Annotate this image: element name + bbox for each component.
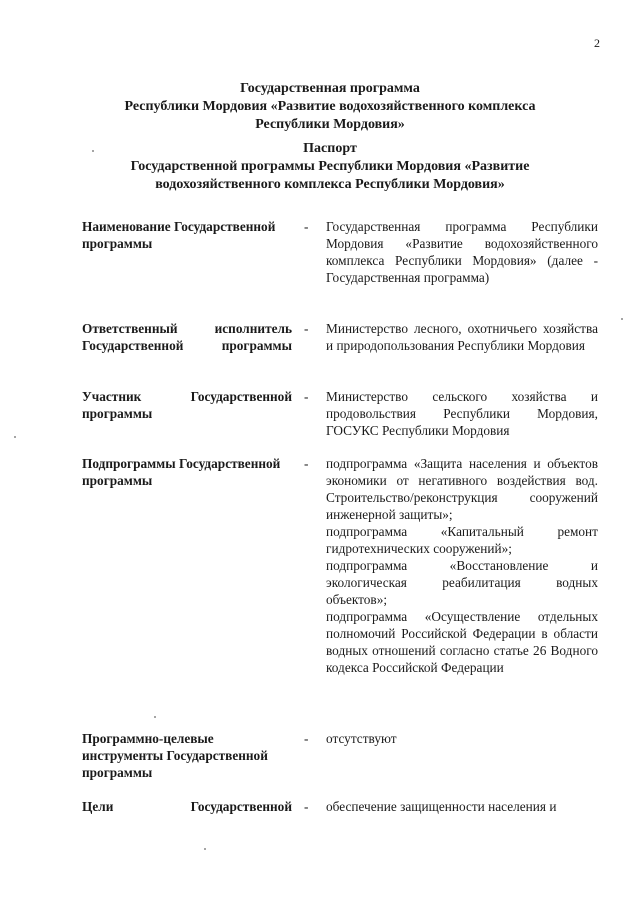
row-dash: - bbox=[304, 219, 309, 234]
row-dash: - bbox=[304, 799, 309, 814]
row-dash: - bbox=[304, 389, 309, 404]
row-value-paragraph: подпрограмма «Защита населения и объектов экономики от негативного воздействия вод. Строительство/реконструкция сооружений инженерной защиты»; bbox=[326, 456, 598, 522]
row-value bbox=[326, 798, 598, 815]
row-dash: - bbox=[304, 731, 309, 746]
scan-speck bbox=[204, 848, 206, 850]
program-title-line: Республики Мордовия «Развитие водохозяйственного комплекса bbox=[124, 99, 536, 114]
program-title-line: Республики Мордовия» bbox=[255, 117, 405, 132]
row-value-paragraph: Министерство лесного, охотничьего хозяйства и природопользования Республики Мордовия bbox=[326, 321, 598, 353]
row-value-paragraph: подпрограмма «Капитальный ремонт гидротехнических сооружений»; bbox=[326, 524, 598, 556]
page-number: 2 bbox=[594, 36, 600, 50]
row-label: Наименование Государственной программы bbox=[82, 219, 276, 251]
row-value bbox=[326, 730, 598, 747]
row-value-paragraph: подпрограмма «Осуществление отдельных полномочий Российской Федерации в области водных отношений согласно статье 26 Водного кодекса Российской Федерации bbox=[326, 609, 598, 675]
passport-heading-line: Паспорт bbox=[303, 141, 357, 156]
program-title bbox=[90, 80, 570, 134]
row-value-paragraph: подпрограмма «Восстановление и экологическая реабилитация водных объектов»; bbox=[326, 558, 598, 607]
row-value-paragraph: Государственная программа Республики Мордовия «Развитие водохозяйственного комплекса Республики Мордовия» (далее - Государственная программа) bbox=[326, 219, 598, 285]
row-dash: - bbox=[304, 456, 309, 471]
row-value-paragraph: обеспечение защищенности населения и bbox=[326, 799, 557, 814]
row-value bbox=[326, 218, 598, 286]
scan-speck bbox=[92, 150, 94, 152]
row-value-paragraph: отсутствуют bbox=[326, 731, 397, 746]
row-label: Цели Государственной bbox=[82, 799, 292, 814]
scan-speck bbox=[14, 436, 16, 438]
row-value bbox=[326, 320, 598, 354]
row-value-paragraph: Министерство сельского хозяйства и продовольствия Республики Мордовия, ГОСУКС Республики Мордовия bbox=[326, 389, 598, 438]
row-dash: - bbox=[304, 321, 309, 336]
row-label: Ответственный исполнитель Государственной программы bbox=[82, 321, 292, 353]
row-label: Подпрограммы Государственной программы bbox=[82, 456, 281, 488]
scan-speck bbox=[621, 318, 623, 320]
passport-heading bbox=[90, 140, 570, 194]
row-label: Участник Государственной программы bbox=[82, 389, 292, 421]
passport-heading-line: водохозяйственного комплекса Республики Мордовия» bbox=[155, 177, 505, 192]
row-value bbox=[326, 388, 598, 439]
row-label: Программно-целевые инструменты Государственной программы bbox=[82, 731, 268, 780]
program-title-line: Государственная программа bbox=[240, 81, 420, 96]
row-value bbox=[326, 455, 598, 676]
scan-speck bbox=[154, 716, 156, 718]
passport-heading-line: Государственной программы Республики Мордовия «Развитие bbox=[130, 159, 530, 174]
